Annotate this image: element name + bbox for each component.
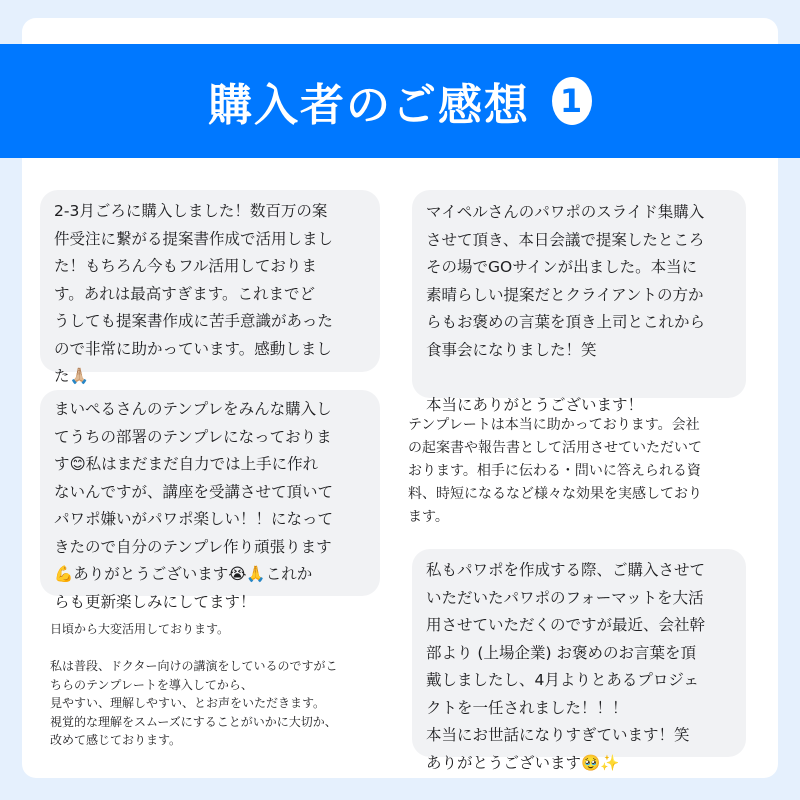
review-bubble: 私もパワポを作成する際、ご購入させて いただいたパワポのフォーマットを大活 用させていただくのですが最近、会社幹 部より (上場企業) お褒めのお言葉を頂 戴しましたし、4月よりとあるプロジェ クトを一任されました！！！ 本当にお世話になりすぎています！笑 ありがとうございます🥹✨	[412, 549, 746, 757]
page-title	[208, 69, 592, 133]
review-text: 日頃から大変活用しております。 私は普段、ドクター向けの講演をしているのですがこ ちらのテンプレートを導入してから、 見やすい、理解しやすい、とお声をいただきます。 視覚的な理解をスムーズにすることがいかに大切か、 改めて感じております。	[50, 622, 338, 747]
review-text: テンプレートは本当に助かっております。会社 の起案書や報告書として活用させていただいて おります。相手に伝わる・問いに答えられる資 料、時短になるなど様々な効果を実感しており ます。	[408, 417, 702, 525]
review-bubble: まいぺるさんのテンプレをみんな購入し てうちの部署のテンプレになっておりま す😊私はまだまだ自力では上手に作れ ないんですが、講座を受講させて頂いて パワポ嫌いがパワポ楽しい！！になって きたので自分のテンプレ作り頑張ります 💪ありがとうございます😭🙏これか らも更新楽しみにしてます！	[40, 390, 380, 596]
review-bubble: 2-3月ごろに購入しました！数百万の案 件受注に繋がる提案書作成で活用しまし た！もちろん今もフル活用しておりま す。あれは最高すぎます。これまでど うしても提案書作成に苦手意識があった ので非常に助かっています。感動しまし た🙏🏼	[40, 190, 380, 372]
header-banner	[0, 44, 800, 158]
number-badge: 1	[552, 77, 592, 125]
title-text: 購入者のご感想	[208, 80, 530, 131]
review-bubble: マイペルさんのパワポのスライド集購入 させて頂き、本日会議で提案したところ その場でGOサインが出ました。本当に 素晴らしい提案だとクライアントの方か らもお褒めの言葉を頂き上司とこれから 食事会になりました！笑 本当にありがとうございます！	[412, 190, 746, 398]
